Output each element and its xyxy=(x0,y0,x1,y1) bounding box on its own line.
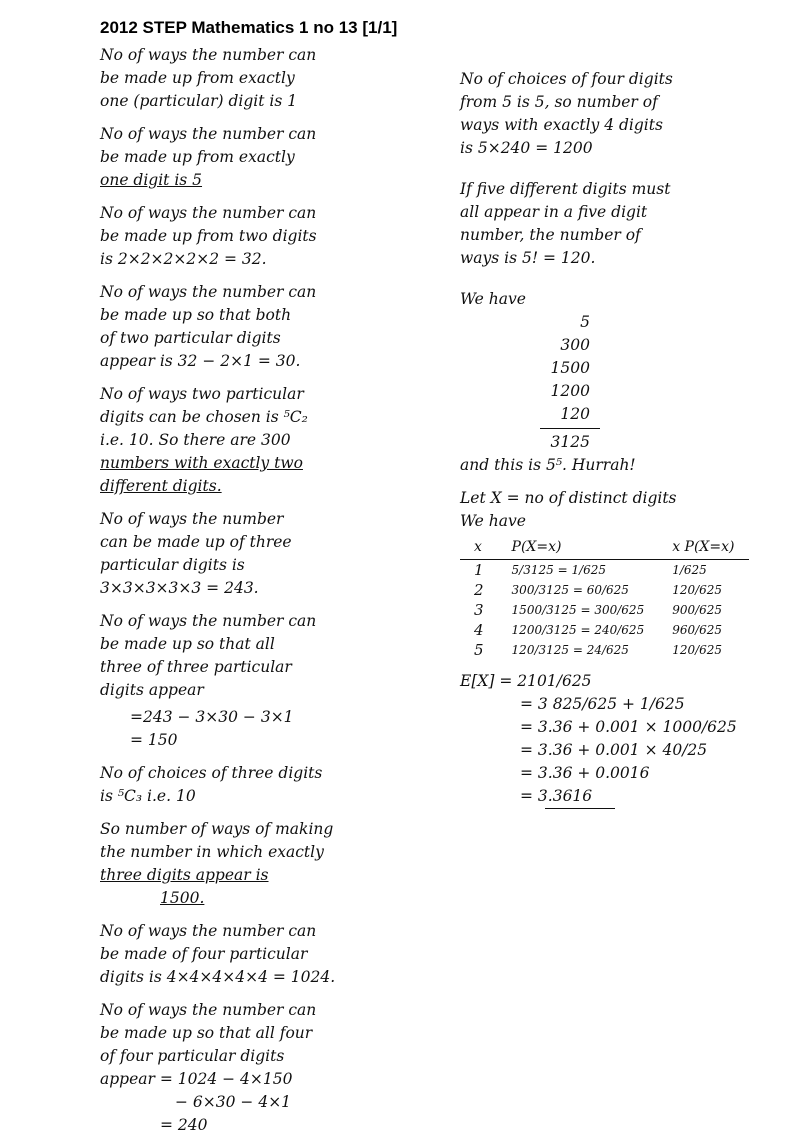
solution-block xyxy=(100,44,440,113)
text-line: E[X] = 2101/625 xyxy=(460,672,592,690)
table-cell: 1 xyxy=(474,561,484,579)
text-line: be made of four particular xyxy=(100,945,308,963)
table-cell: 120/625 xyxy=(672,583,723,597)
solution-block xyxy=(100,762,440,808)
let-x-line: Let X = no of distinct digits xyxy=(460,489,677,507)
text-line: number, the number of xyxy=(460,226,641,244)
solution-block xyxy=(100,383,440,498)
text-line: of two particular digits xyxy=(100,329,281,347)
text-line: be made up from exactly xyxy=(100,69,295,87)
table-cell: 300/3125 = 60/625 xyxy=(511,583,629,597)
text-line: 1500. xyxy=(160,889,205,907)
left-column xyxy=(100,44,440,1147)
text-line: is 2×2×2×2×2 = 32. xyxy=(100,250,267,268)
table-cell: 2 xyxy=(474,581,484,599)
table-cell: 5/3125 = 1/625 xyxy=(511,563,607,577)
page-title: 2012 STEP Mathematics 1 no 13 [1/1] xyxy=(100,18,398,37)
table-cell: 1200/3125 = 240/625 xyxy=(511,623,645,637)
text-line: be made up from two digits xyxy=(100,227,317,245)
text-line: appear = 1024 − 4×150 xyxy=(100,1070,293,1088)
sum-value: 300 xyxy=(560,336,590,354)
text-line: be made up from exactly xyxy=(100,148,295,166)
text-line: ways with exactly 4 digits xyxy=(460,116,663,134)
text-line: No of ways the number can xyxy=(100,922,317,940)
distribution-block xyxy=(460,487,780,660)
text-line: 3×3×3×3×3 = 243. xyxy=(100,579,259,597)
text-line: one digit is 5 xyxy=(100,171,203,189)
solution-block xyxy=(100,508,440,600)
table-cell: 120/3125 = 24/625 xyxy=(511,643,629,657)
text-line: = 150 xyxy=(130,731,178,749)
solution-block xyxy=(100,610,440,702)
text-line: No of choices of four digits xyxy=(460,70,673,88)
table-cell: 960/625 xyxy=(672,623,723,637)
table-header-row xyxy=(460,537,749,560)
we-have-label: We have xyxy=(460,512,526,530)
table-cell: 5 xyxy=(474,641,484,659)
sum-value: 1500 xyxy=(550,359,590,377)
text-line: digits can be chosen is ⁵C₂ xyxy=(100,408,308,426)
text-line: be made up so that both xyxy=(100,306,292,324)
solution-block xyxy=(100,281,440,373)
text-line: can be made up of three xyxy=(100,533,292,551)
four-digits-block xyxy=(460,68,780,160)
text-line: the number in which exactly xyxy=(100,843,324,861)
text-line: = 3 825/625 + 1/625 xyxy=(520,695,685,713)
table-cell: 1/625 xyxy=(672,563,707,577)
text-line: So number of ways of making xyxy=(100,820,334,838)
distribution-table xyxy=(460,537,749,660)
text-line: of four particular digits xyxy=(100,1047,285,1065)
text-line: numbers with exactly two xyxy=(100,454,303,472)
table-cell: 4 xyxy=(474,621,484,639)
table-cell: 900/625 xyxy=(672,603,723,617)
table-row xyxy=(460,580,749,600)
text-line: = 3.36 + 0.001 × 1000/625 xyxy=(520,718,737,736)
solution-block xyxy=(100,123,440,192)
text-line: No of choices of three digits xyxy=(100,764,323,782)
text-line: If five different digits must xyxy=(460,180,671,198)
we-have-label: We have xyxy=(460,290,526,308)
text-line: different digits. xyxy=(100,477,222,495)
sum-value: 1200 xyxy=(550,382,590,400)
text-line: =243 − 3×30 − 3×1 xyxy=(130,708,294,726)
text-line: is 5×240 = 1200 xyxy=(460,139,593,157)
text-line: be made up so that all four xyxy=(100,1024,313,1042)
text-line: one (particular) digit is 1 xyxy=(100,92,298,110)
table-row xyxy=(460,620,749,640)
text-line: No of ways the number can xyxy=(100,283,317,301)
text-line: all appear in a five digit xyxy=(460,203,648,221)
text-line: digits is 4×4×4×4×4 = 1024. xyxy=(100,968,336,986)
table-row xyxy=(460,640,749,660)
text-line: No of ways the number can xyxy=(100,204,317,222)
text-line: = 3.36 + 0.001 × 40/25 xyxy=(520,741,708,759)
sum-value: 120 xyxy=(560,405,590,423)
right-column xyxy=(460,68,780,819)
text-line: No of ways the number can xyxy=(100,125,317,143)
table-row xyxy=(460,560,749,581)
column-header: x xyxy=(460,537,498,560)
text-line: particular digits is xyxy=(100,556,245,574)
text-line: No of ways the number xyxy=(100,510,284,528)
table-cell: 3 xyxy=(474,601,484,619)
text-line: three digits appear is xyxy=(100,866,269,884)
sum-column xyxy=(460,311,780,454)
text-line: appear is 32 − 2×1 = 30. xyxy=(100,352,301,370)
text-line: = 3.36 + 0.0016 xyxy=(520,764,650,782)
text-line: No of ways two particular xyxy=(100,385,304,403)
solution-block xyxy=(100,920,440,989)
sum-block xyxy=(460,288,780,477)
solution-block xyxy=(100,999,440,1137)
table-cell: 1500/3125 = 300/625 xyxy=(511,603,645,617)
expectation-block xyxy=(460,670,780,809)
table-cell: 120/625 xyxy=(672,643,723,657)
text-line: No of ways the number can xyxy=(100,1001,317,1019)
text-line: three of three particular xyxy=(100,658,292,676)
text-line: from 5 is 5, so number of xyxy=(460,93,658,111)
text-line: i.e. 10. So there are 300 xyxy=(100,431,291,449)
text-line: be made up so that all xyxy=(100,635,275,653)
text-line: is ⁵C₃ i.e. 10 xyxy=(100,787,196,805)
sum-total: 3125 xyxy=(550,433,590,451)
text-line: No of ways the number can xyxy=(100,612,317,630)
five-digits-block xyxy=(460,178,780,270)
column-header: x P(X=x) xyxy=(658,537,748,560)
solution-block xyxy=(100,202,440,271)
sum-value: 5 xyxy=(580,313,590,331)
text-line: = 3.3616 xyxy=(520,787,593,805)
text-line: = 240 xyxy=(160,1116,208,1134)
sum-note: and this is 5⁵. Hurrah! xyxy=(460,456,636,474)
final-answer-rule xyxy=(545,808,615,809)
text-line: digits appear xyxy=(100,681,204,699)
column-header: P(X=x) xyxy=(498,537,659,560)
sum-rule xyxy=(540,428,600,429)
solution-block xyxy=(100,818,440,910)
text-line: ways is 5! = 120. xyxy=(460,249,596,267)
text-line: No of ways the number can xyxy=(100,46,317,64)
text-line: − 6×30 − 4×1 xyxy=(175,1093,292,1111)
table-row xyxy=(460,600,749,620)
solution-block xyxy=(100,706,440,752)
